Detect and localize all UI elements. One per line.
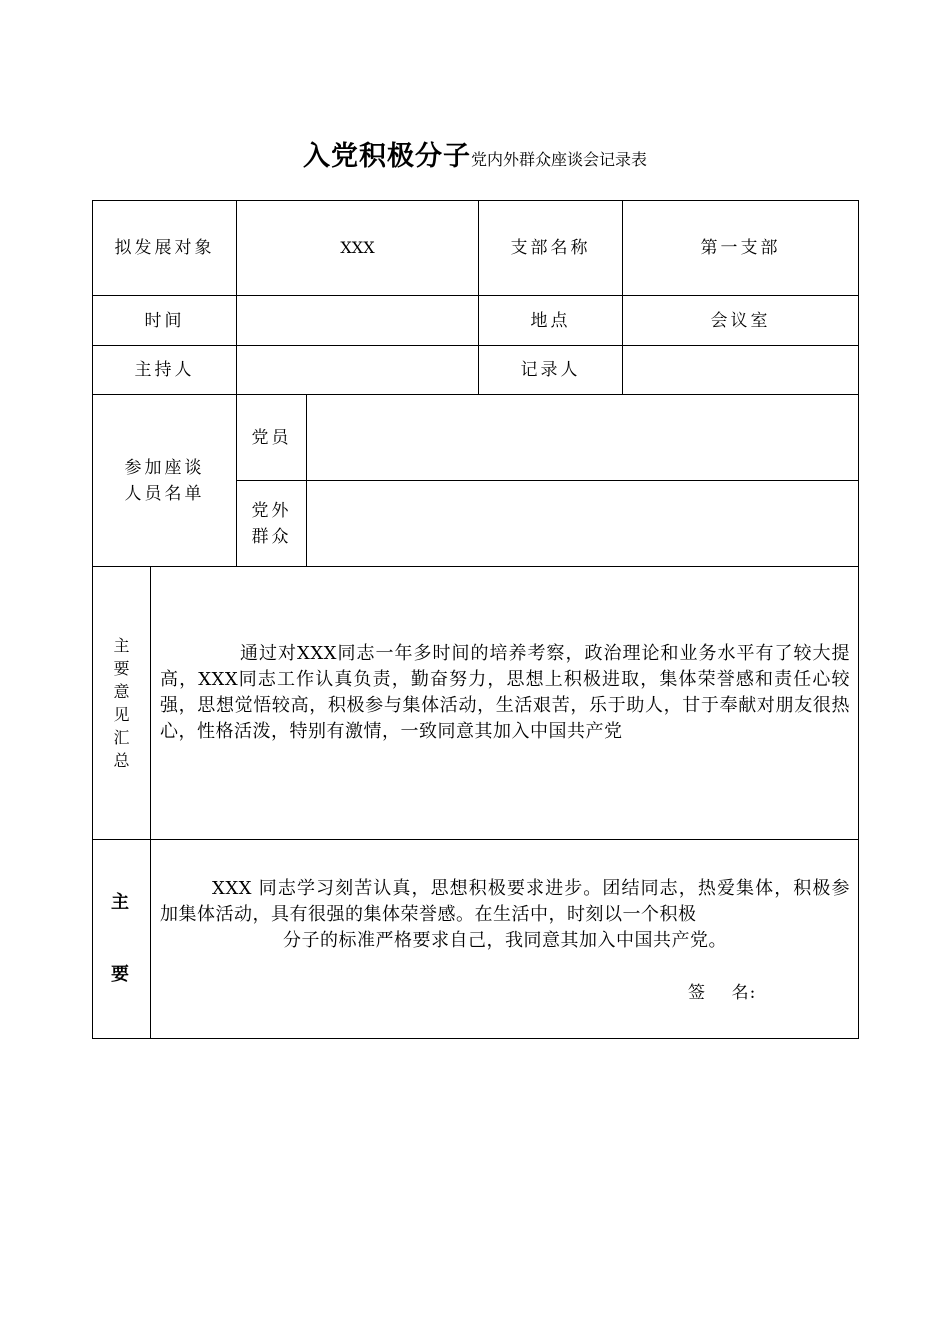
label-members: 党员: [236, 394, 307, 481]
host-field[interactable]: [236, 345, 479, 395]
members-field[interactable]: [306, 394, 859, 481]
place-field[interactable]: 会议室: [622, 295, 859, 346]
label-participants: [92, 394, 237, 567]
label-time: 时间: [92, 295, 237, 346]
label-nonmembers: [236, 480, 307, 567]
label-recorder: 记录人: [478, 345, 623, 395]
participants-label-line2: 人员名单: [124, 483, 205, 504]
label-candidate: 拟发展对象: [92, 200, 237, 296]
participants-label-line1: 参加座谈: [124, 457, 205, 478]
opinion-label-char: 要: [111, 964, 132, 985]
branch-field[interactable]: 第一支部: [622, 200, 859, 296]
summary-label-char: 要: [113, 659, 130, 678]
summary-label-char: 主: [113, 636, 130, 655]
opinion-text-line1: XXX 同志学习刻苦认真，思想积极要求进步。团结同志，热爱集体，积极参加集体活动，具有很强的集体荣誉感。在生活中，时刻以一个积极: [160, 878, 850, 925]
label-opinion: [92, 839, 151, 1039]
candidate-field[interactable]: XXX: [236, 200, 479, 296]
title-main: 入党积极分子: [302, 141, 471, 172]
summary-label-char: 汇: [113, 728, 130, 747]
signature-label: 签 名:: [688, 983, 757, 1003]
label-host: 主持人: [92, 345, 237, 395]
summary-text: 通过对XXX同志一年多时间的培养考察，政治理论和业务水平有了较大提高，XXX同志工作认真负责，勤奋努力，思想上积极进取，集体荣誉感和责任心较强，思想觉悟较高，积极参与集体活动，生活艰苦，乐于助人，甘于奉献对朋友很热心，性格活泼，特别有激情，一致同意其加入中国共产党: [160, 643, 850, 742]
summary-label-char: 意: [113, 682, 130, 701]
summary-label-char: 总: [113, 751, 130, 770]
label-place: 地点: [478, 295, 623, 346]
label-summary: [92, 566, 151, 840]
label-branch: 支部名称: [478, 200, 623, 296]
time-field[interactable]: [236, 295, 479, 346]
nonmembers-label-line2: 群众: [251, 526, 292, 547]
summary-label-char: 见: [113, 705, 130, 724]
opinion-text-line2: 分子的标准严格要求自己，我同意其加入中国共产党。: [283, 930, 727, 951]
opinion-label-char: 主: [111, 892, 132, 913]
recorder-field[interactable]: [622, 345, 859, 395]
nonmembers-label-line1: 党外: [251, 500, 292, 521]
nonmembers-field[interactable]: [306, 480, 859, 567]
page-title: [0, 134, 950, 173]
title-sub: 党内外群众座谈会记录表: [470, 150, 647, 169]
